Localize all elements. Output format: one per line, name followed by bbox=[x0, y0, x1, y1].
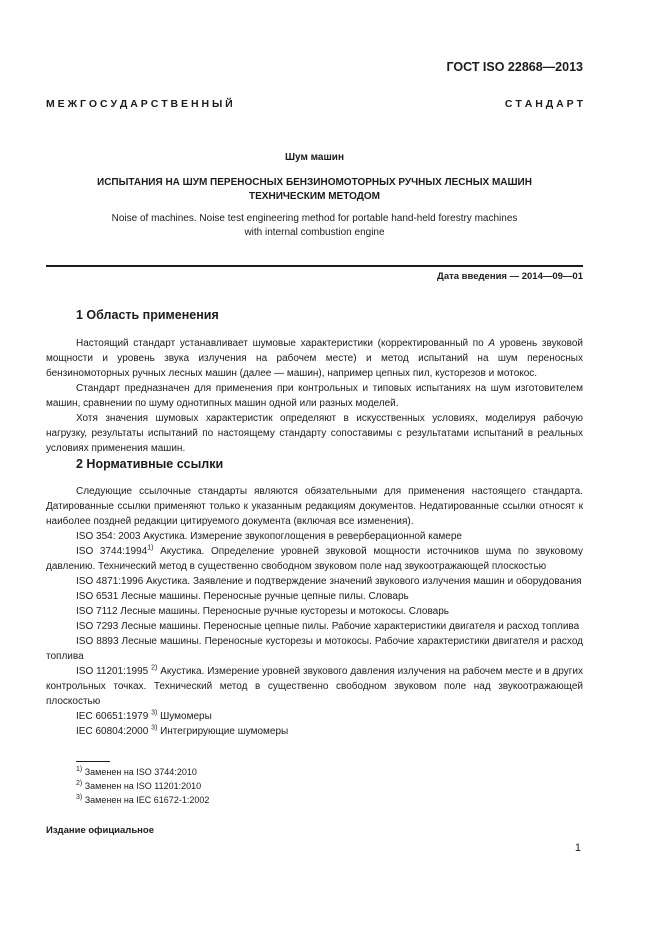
reference-item: ISO 354: 2003 Акустика. Измерение звукопоглощения в реверберационной камере bbox=[76, 531, 462, 542]
footnote-divider bbox=[76, 761, 110, 762]
section-1-heading: 1 Область применения bbox=[76, 308, 219, 322]
interstate-standard-banner bbox=[46, 98, 583, 110]
reference-item: ISO 7112 Лесные машины. Переносные ручные кусторезы и мотокосы. Словарь bbox=[76, 606, 450, 617]
reference-item: ISO 3744:1994$^{1)}$ Акустика. Определение уровней звуковой мощности источников шума по звуковому давлению. Технический метод в существенно свободном звуковом поле над звукоотражающей плоскостью bbox=[46, 544, 583, 572]
section-2-body bbox=[46, 484, 583, 739]
title-divider bbox=[46, 265, 583, 267]
reference-item: ISO 7293 Лесные машины. Переносные цепные пилы. Рабочие характеристики двигателя и расход топлива bbox=[76, 621, 580, 632]
footnote: $^{2)}$ Заменен на ISO 11201:2010 bbox=[76, 780, 202, 791]
reference-item: ISO 6531 Лесные машины. Переносные ручные цепные пилы. Словарь bbox=[76, 591, 409, 602]
reference-item: ISO 4871:1996 Акустика. Заявление и подтверждение значений звукового излучения машин и оборудования bbox=[76, 576, 582, 587]
title-group: Шум машин bbox=[284, 152, 344, 163]
document-code: ГОСТ ISO 22868—2013 bbox=[446, 60, 583, 74]
banner-left: М Е Ж Г О С У Д А Р С Т В Е Н Н Ы Й bbox=[46, 98, 233, 110]
introduction-date: Дата введения — 2014—09—01 bbox=[437, 271, 583, 282]
official-edition-label: Издание официальное bbox=[46, 825, 154, 836]
paragraph: Следующие ссылочные стандарты являются обязательными для применения настоящего стандарта. Датированные ссылки применяют только к указанным редакциям документов. Недатированные ссылки относят к наиболее поздней редакции цитируемого документа (включая все изменения). bbox=[46, 486, 583, 527]
paragraph: Стандарт предназначен для применения при контрольных и типовых испытаниях на шум изготовителем машин, сравнении по шуму однотипных машин одной или разных моделей. bbox=[46, 383, 583, 409]
main-title-line1: ИСПЫТАНИЯ НА ШУМ ПЕРЕНОСНЫХ БЕНЗИНОМОТОРНЫХ РУЧНЫХ ЛЕСНЫХ МАШИН bbox=[97, 177, 532, 188]
footnotes bbox=[76, 765, 209, 807]
main-title-line2: ТЕХНИЧЕСКИМ МЕТОДОМ bbox=[249, 191, 380, 202]
reference-item: ISO 11201:1995 $^{2)}$ Акустика. Измерение уровней звукового давления излучения на рабочем месте и в других контрольных точках. Технический метод в существенно свободном звуковом поле над звукоотражающей плоскостью bbox=[46, 664, 583, 707]
english-title-line2: with internal combustion engine bbox=[244, 227, 385, 238]
section-2-heading: 2 Нормативные ссылки bbox=[76, 457, 224, 471]
english-title bbox=[46, 212, 583, 240]
reference-item: IEC 60804:2000 $^{3)}$ Интегрирующие шумомеры bbox=[76, 724, 289, 737]
paragraph: Настоящий стандарт устанавливает шумовые характеристики (корректированный по А уровень звуковой мощности и уровень звука излучения на рабочем месте) и метод испытаний на шум переносных бензиномоторных ручных лесных машин (далее — машин), например цепных пил, кусторезов и мотокос. bbox=[46, 338, 583, 379]
footnote: $^{1)}$ Заменен на ISO 3744:2010 bbox=[76, 766, 197, 777]
footnote: $^{3)}$ Заменен на IEC 61672-1:2002 bbox=[76, 794, 210, 805]
reference-item: IEC 60651:1979 $^{3)}$ Шумомеры bbox=[76, 709, 212, 722]
reference-item: ISO 8893 Лесные машины. Переносные кусторезы и мотокосы. Рабочие характеристики двигателя и расход топлива bbox=[46, 636, 583, 662]
main-title bbox=[46, 176, 583, 204]
section-1-body bbox=[46, 336, 583, 456]
banner-right: С Т А Н Д А Р Т bbox=[504, 98, 583, 110]
page-number: 1 bbox=[574, 842, 581, 854]
english-title-line1: Noise of machines. Noise test engineering method for portable hand-held forestry machines bbox=[111, 213, 518, 224]
paragraph: Хотя значения шумовых характеристик определяют в искусственных условиях, моделируя рабочую нагрузку, результаты испытаний по настоящему стандарту сопоставимы с результатами испытаний в реальных условиях применения машин. bbox=[46, 413, 583, 454]
